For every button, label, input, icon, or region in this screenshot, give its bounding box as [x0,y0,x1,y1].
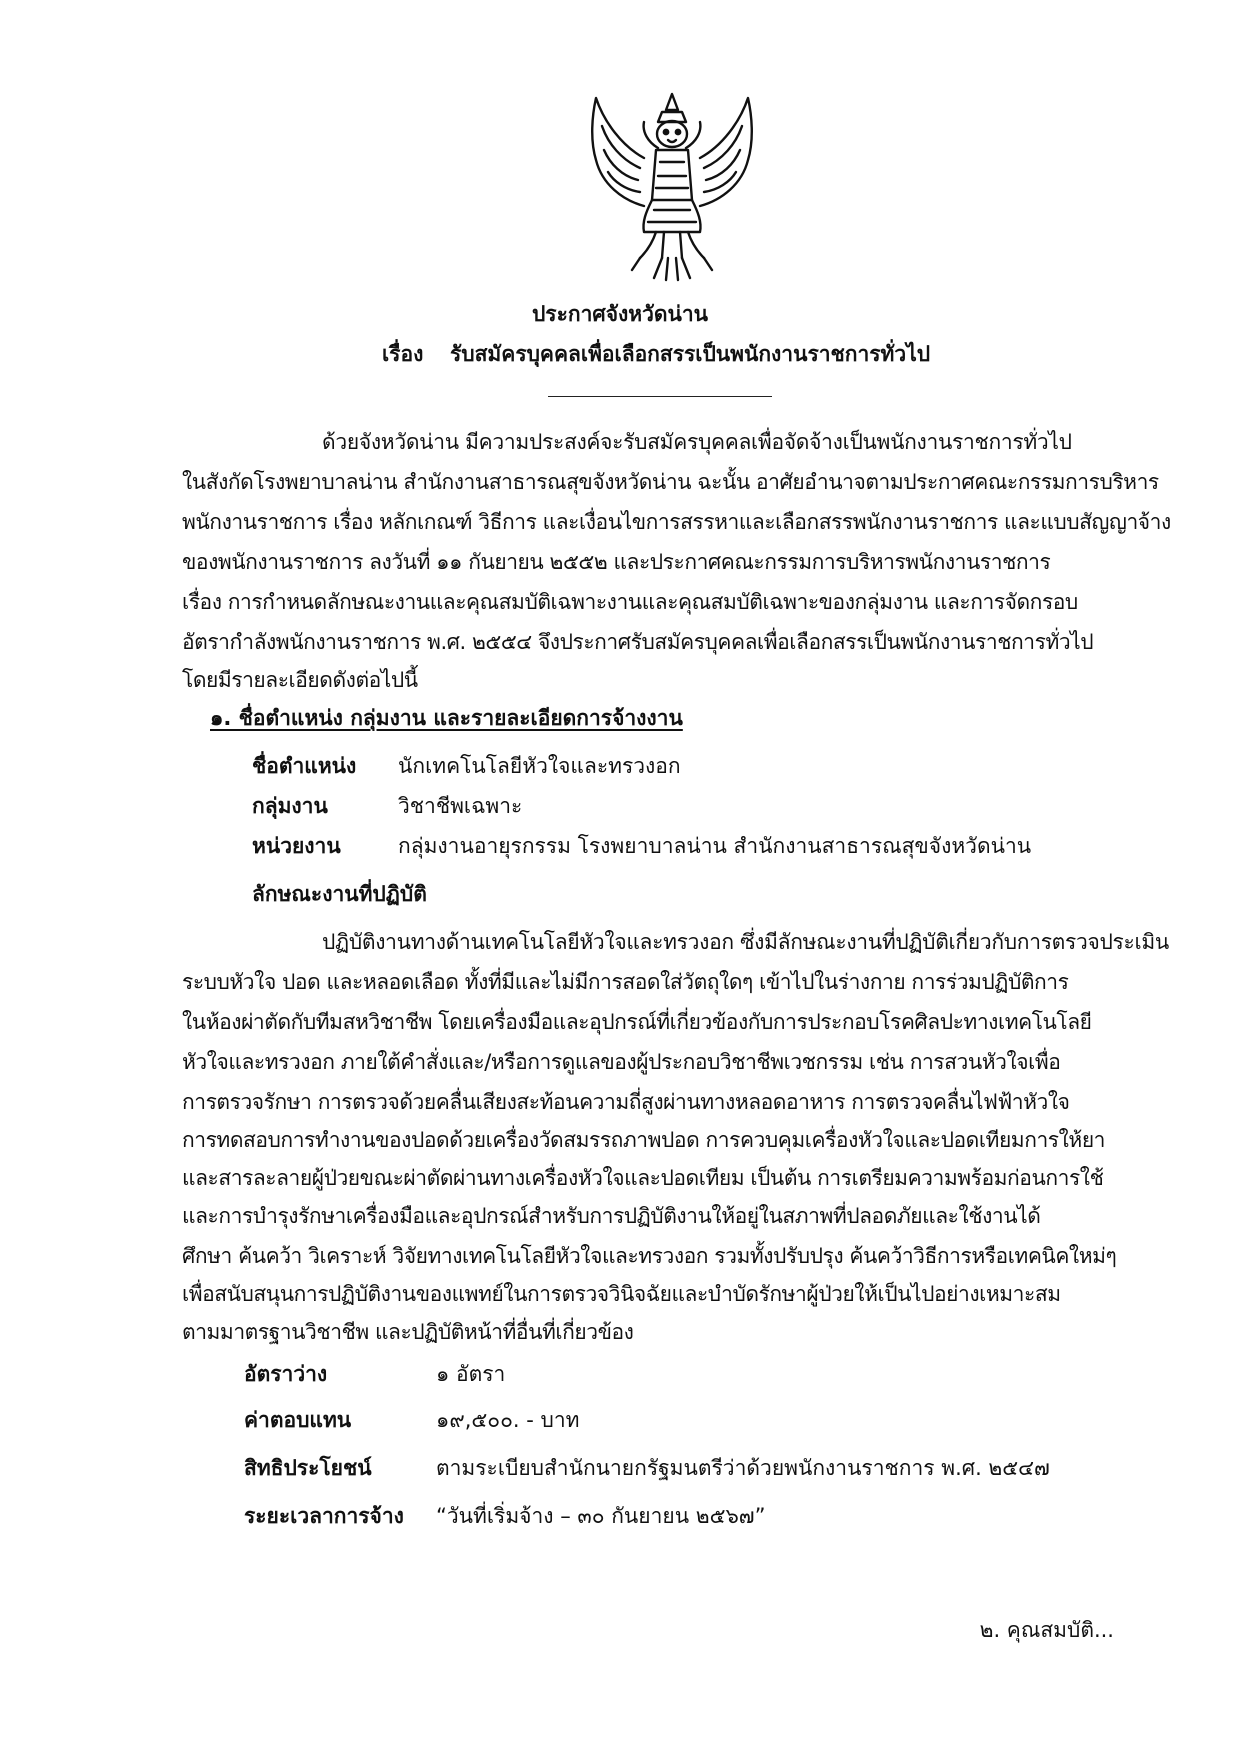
subject-prefix: เรื่อง [382,342,424,366]
duties-line: และการบำรุงรักษาเครื่องมือและอุปกรณ์สำหรับการปฏิบัติงานให้อยู่ในสภาพที่ปลอดภัยและใช้งานได้ [182,1204,1041,1228]
position-label: ชื่อตำแหน่ง [252,754,357,778]
duties-line: ระบบหัวใจ ปอด และหลอดเลือด ทั้งที่มีและไม่มีการสอดใส่วัตถุใดๆ เข้าไปในร่างกาย การร่วมปฏิบัติการ [182,970,1069,994]
section-1-heading: ๑. ชื่อตำแหน่ง กลุ่มงาน และรายละเอียดการจ้างงาน [210,706,683,730]
duties-line: การตรวจรักษา การตรวจด้วยคลื่นเสียงสะท้อนความถี่สูงผ่านทางหลอดอาหาร การตรวจคลื่นไฟฟ้าหัวใจ [182,1090,1070,1114]
duties-line: ในห้องผ่าตัดกับทีมสหวิชาชีพ โดยเครื่องมือและอุปกรณ์ที่เกี่ยวข้องกับการประกอบโรคศิลปะทางเทคโนโลยี [182,1010,1092,1034]
intro-line: พนักงานราชการ เรื่อง หลักเกณฑ์ วิธีการ และเงื่อนไขการสรรหาและเลือกสรรพนักงานราชการ และแบบสัญญาจ้าง [182,510,1171,534]
salary-label: ค่าตอบแทน [244,1408,352,1432]
duties-line: การทดสอบการทำงานของปอดด้วยเครื่องวัดสมรรถภาพปอด การควบคุมเครื่องหัวใจและปอดเทียมการให้ยา [182,1128,1106,1152]
period-value: “วันที่เริ่มจ้าง – ๓๐ กันยายน ๒๕๖๗” [436,1504,766,1528]
intro-line: ของพนักงานราชการ ลงวันที่ ๑๑ กันยายน ๒๕๕๒ และประกาศคณะกรรมการบริหารพนักงานราชการ [182,550,1051,574]
continuation-note: ๒. คุณสมบัติ... [979,1618,1114,1642]
benefits-label: สิทธิประโยชน์ [244,1456,372,1480]
duties-line: และสารละลายผู้ป่วยขณะผ่าตัดผ่านทางเครื่องหัวใจและปอดเทียม เป็นต้น การเตรียมความพร้อมก่อนการใช้ [182,1166,1104,1190]
intro-line: โดยมีรายละเอียดดังต่อไปนี้ [182,668,418,692]
intro-line: ในสังกัดโรงพยาบาลน่าน สำนักงานสาธารณสุขจังหวัดน่าน ฉะนั้น อาศัยอำนาจตามประกาศคณะกรรมการบริหาร [182,470,1159,494]
position-value: นักเทคโนโลยีหัวใจและทรวงอก [398,754,681,778]
salary-value: ๑๙,๕๐๐. - บาท [436,1408,580,1432]
garuda-emblem [582,88,762,284]
unit-value: กลุ่มงานอายุรกรรม โรงพยาบาลน่าน สำนักงานสาธารณสุขจังหวัดน่าน [398,834,1032,858]
group-label: กลุ่มงาน [252,794,328,818]
document-title: ประกาศจังหวัดน่าน [531,302,709,326]
intro-line: เรื่อง การกำหนดลักษณะงานและคุณสมบัติเฉพาะงานและคุณสมบัติเฉพาะของกลุ่มงาน และการจัดกรอบ [182,590,1078,614]
group-value: วิชาชีพเฉพาะ [398,794,523,818]
duties-line: ศึกษา ค้นคว้า วิเคราะห์ วิจัยทางเทคโนโลยีหัวใจและทรวงอก รวมทั้งปรับปรุง ค้นคว้าวิธีการหรือเทคนิคใหม่ๆ [182,1244,1117,1268]
duties-line: ปฏิบัติงานทางด้านเทคโนโลยีหัวใจและทรวงอก ซึ่งมีลักษณะงานที่ปฏิบัติเกี่ยวกับการตรวจประเมิน [322,930,1169,954]
title-divider [548,396,772,397]
vacancy-value: ๑ อัตรา [436,1362,506,1386]
duties-line: ตามมาตรฐานวิชาชีพ และปฏิบัติหน้าที่อื่นที่เกี่ยวข้อง [182,1320,634,1344]
intro-line: ด้วยจังหวัดน่าน มีความประสงค์จะรับสมัครบุคคลเพื่อจัดจ้างเป็นพนักงานราชการทั่วไป [322,430,1072,454]
intro-line: อัตรากำลังพนักงานราชการ พ.ศ. ๒๕๕๔ จึงประกาศรับสมัครบุคคลเพื่อเลือกสรรเป็นพนักงานราชการทั่วไป [182,630,1094,654]
duties-heading: ลักษณะงานที่ปฏิบัติ [252,882,427,906]
period-label: ระยะเวลาการจ้าง [244,1504,404,1528]
duties-line: เพื่อสนับสนุนการปฏิบัติงานของแพทย์ในการตรวจวินิจฉัยและบำบัดรักษาผู้ป่วยให้เป็นไปอย่างเหมาะสม [182,1282,1061,1306]
benefits-value: ตามระเบียบสำนักนายกรัฐมนตรีว่าด้วยพนักงานราชการ พ.ศ. ๒๕๔๗ [436,1456,1050,1480]
unit-label: หน่วยงาน [252,834,341,858]
document-subject: รับสมัครบุคคลเพื่อเลือกสรรเป็นพนักงานราชการทั่วไป [450,342,931,366]
duties-line: หัวใจและทรวงอก ภายใต้คำสั่งและ/หรือการดูแลของผู้ประกอบวิชาชีพเวชกรรม เช่น การสวนหัวใจเพื่อ [182,1050,1061,1074]
vacancy-label: อัตราว่าง [244,1362,328,1386]
